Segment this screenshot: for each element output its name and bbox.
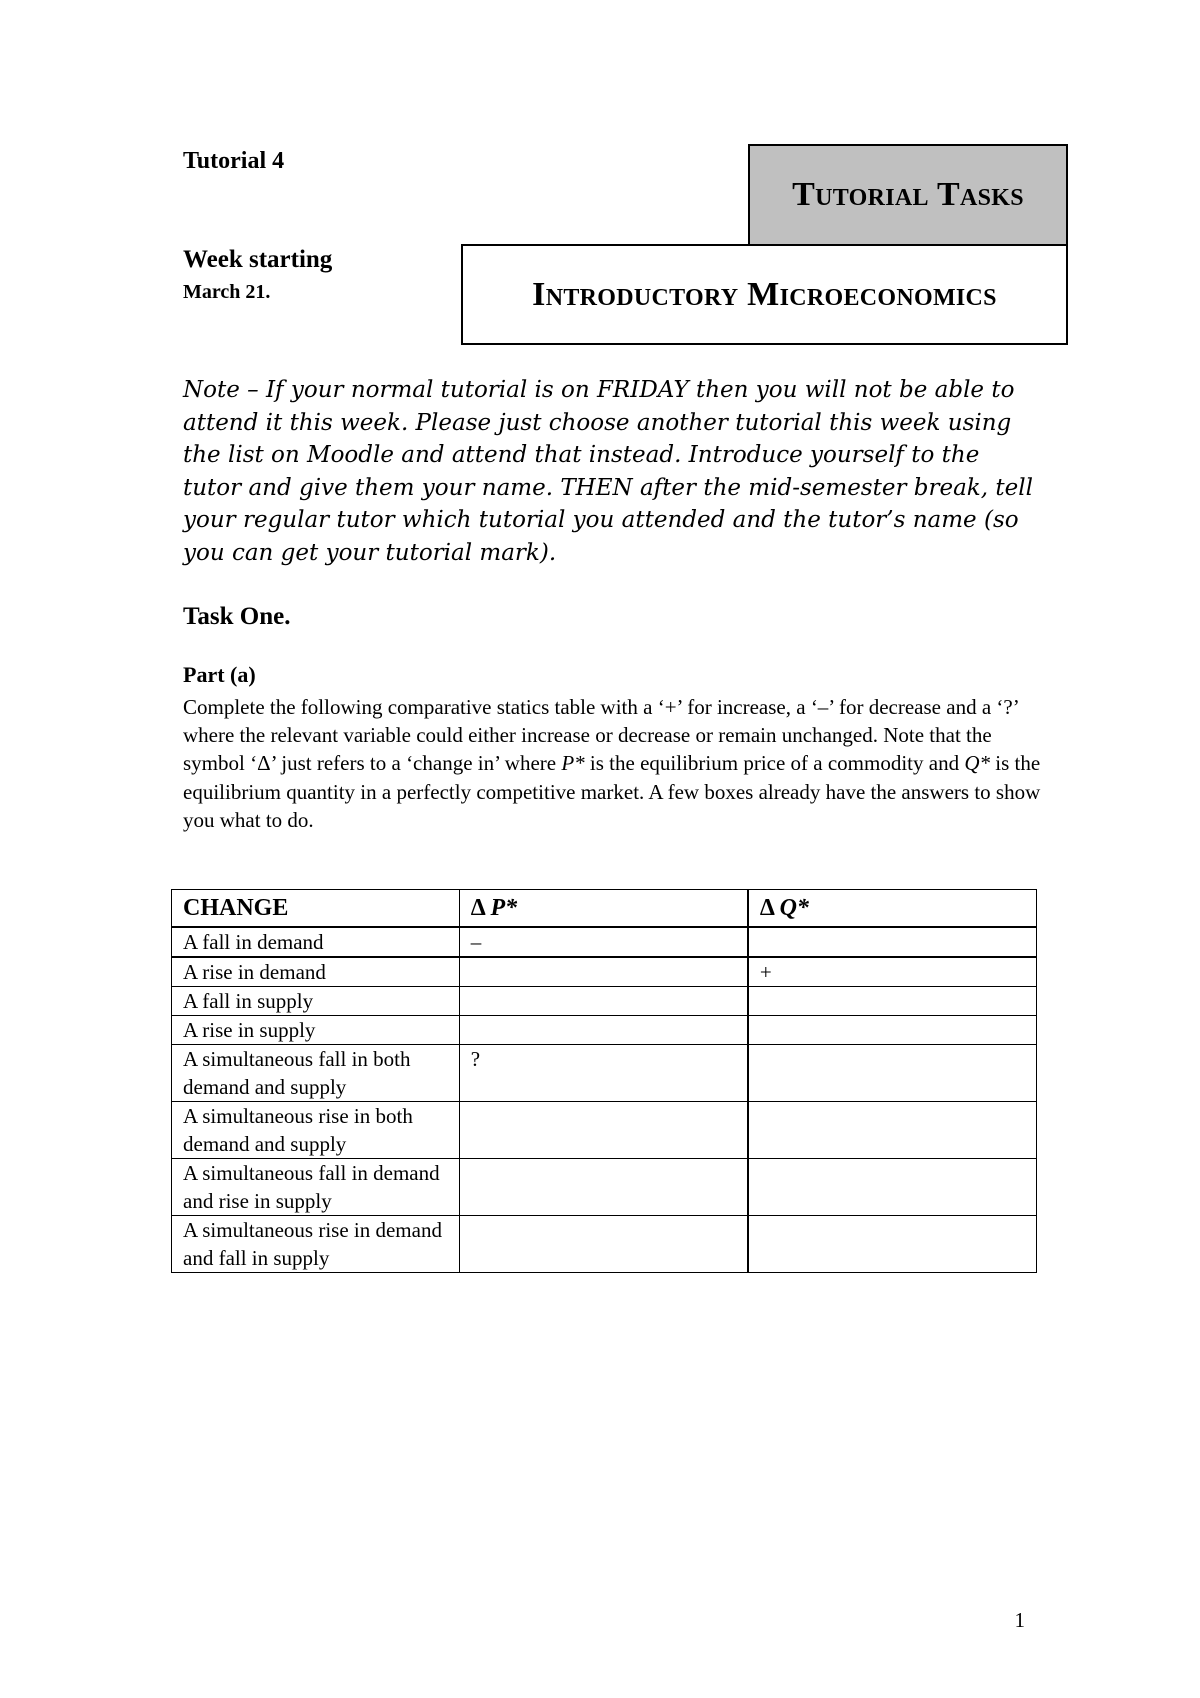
subject-title: Introductory Microeconomics	[532, 275, 997, 313]
delta-symbol: Δ	[759, 895, 780, 921]
equilibrium-price-symbol: P*	[561, 751, 585, 776]
table-row	[172, 1159, 1037, 1216]
delta-quantity-cell[interactable]	[748, 1159, 1037, 1216]
table-row	[172, 1016, 1037, 1045]
task-title: Task One.	[183, 603, 291, 630]
delta-price-cell[interactable]	[459, 1016, 748, 1045]
change-cell: A rise in demand	[172, 957, 460, 987]
delta-price-cell[interactable]	[459, 987, 748, 1016]
week-starting-label: Week starting	[183, 246, 333, 273]
change-cell: A rise in supply	[172, 1016, 460, 1045]
delta-quantity-cell[interactable]	[748, 987, 1037, 1016]
delta-quantity-cell[interactable]	[748, 1045, 1037, 1102]
equilibrium-quantity-symbol: Q*	[964, 751, 991, 776]
delta-quantity-cell[interactable]	[748, 1102, 1037, 1159]
quantity-symbol: Q*	[779, 895, 809, 921]
delta-quantity-cell[interactable]: +	[748, 957, 1037, 987]
change-cell: A simultaneous rise in both demand and supply	[172, 1102, 460, 1159]
page-number: 1	[1014, 1608, 1025, 1632]
subject-box	[461, 244, 1068, 345]
task-instructions	[183, 693, 1043, 834]
delta-price-cell[interactable]	[459, 1102, 748, 1159]
table-row	[172, 1216, 1037, 1273]
comparative-statics-table	[171, 889, 1037, 1273]
table-row	[172, 1045, 1037, 1102]
instructions-text-3: is the equilibrium quantity in a perfectly competitive market. A few boxes already have the answers to show you what to do.	[183, 751, 1041, 832]
delta-price-cell[interactable]	[459, 957, 748, 987]
instructions-text-2: is the equilibrium price of a commodity and	[584, 751, 965, 776]
friday-note: Note – If your normal tutorial is on FRIDAY then you will not be able to attend it this week. Please just choose another tutorial this week using the list on Moodle and attend that instead. Introduce yourself to the tutor and give them your name. THEN after the mid-semester break, tell your regular tutor which tutorial you attended and the tutor’s name (so you can get your tutorial mark).	[183, 377, 1033, 566]
delta-quantity-cell[interactable]	[748, 1216, 1037, 1273]
week-starting-date: March 21.	[183, 281, 271, 303]
table-row	[172, 957, 1037, 987]
header-delta-price	[459, 890, 748, 928]
table-header-row	[172, 890, 1037, 928]
change-cell: A simultaneous fall in demand and rise in supply	[172, 1159, 460, 1216]
table-row	[172, 927, 1037, 957]
delta-price-cell[interactable]	[459, 1159, 748, 1216]
change-cell: A fall in demand	[172, 927, 460, 957]
delta-quantity-cell[interactable]	[748, 927, 1037, 957]
delta-price-cell[interactable]	[459, 1216, 748, 1273]
price-symbol: P*	[490, 895, 518, 921]
delta-price-cell[interactable]: –	[459, 927, 748, 957]
part-label: Part (a)	[183, 662, 256, 687]
tutorial-tasks-box	[748, 144, 1068, 244]
change-cell: A fall in supply	[172, 987, 460, 1016]
delta-symbol: Δ	[470, 895, 491, 921]
change-cell: A simultaneous fall in both demand and supply	[172, 1045, 460, 1102]
instructions-text-1: Complete the following comparative statics table with a ‘+’ for increase, a ‘–’ for decrease and a ‘?’ where the relevant variable could either increase or decrease or remain unchanged. Note that the symbol ‘Δ’ just refers to a ‘change in’ where	[183, 695, 1019, 776]
header-delta-quantity	[748, 890, 1037, 928]
tutorial-tasks-label: Tutorial Tasks	[792, 176, 1024, 213]
delta-quantity-cell[interactable]	[748, 1016, 1037, 1045]
header-change: CHANGE	[172, 890, 460, 928]
change-cell: A simultaneous rise in demand and fall in supply	[172, 1216, 460, 1273]
table-row	[172, 1102, 1037, 1159]
table-row	[172, 987, 1037, 1016]
tutorial-number: Tutorial 4	[183, 148, 285, 174]
delta-price-cell[interactable]: ?	[459, 1045, 748, 1102]
